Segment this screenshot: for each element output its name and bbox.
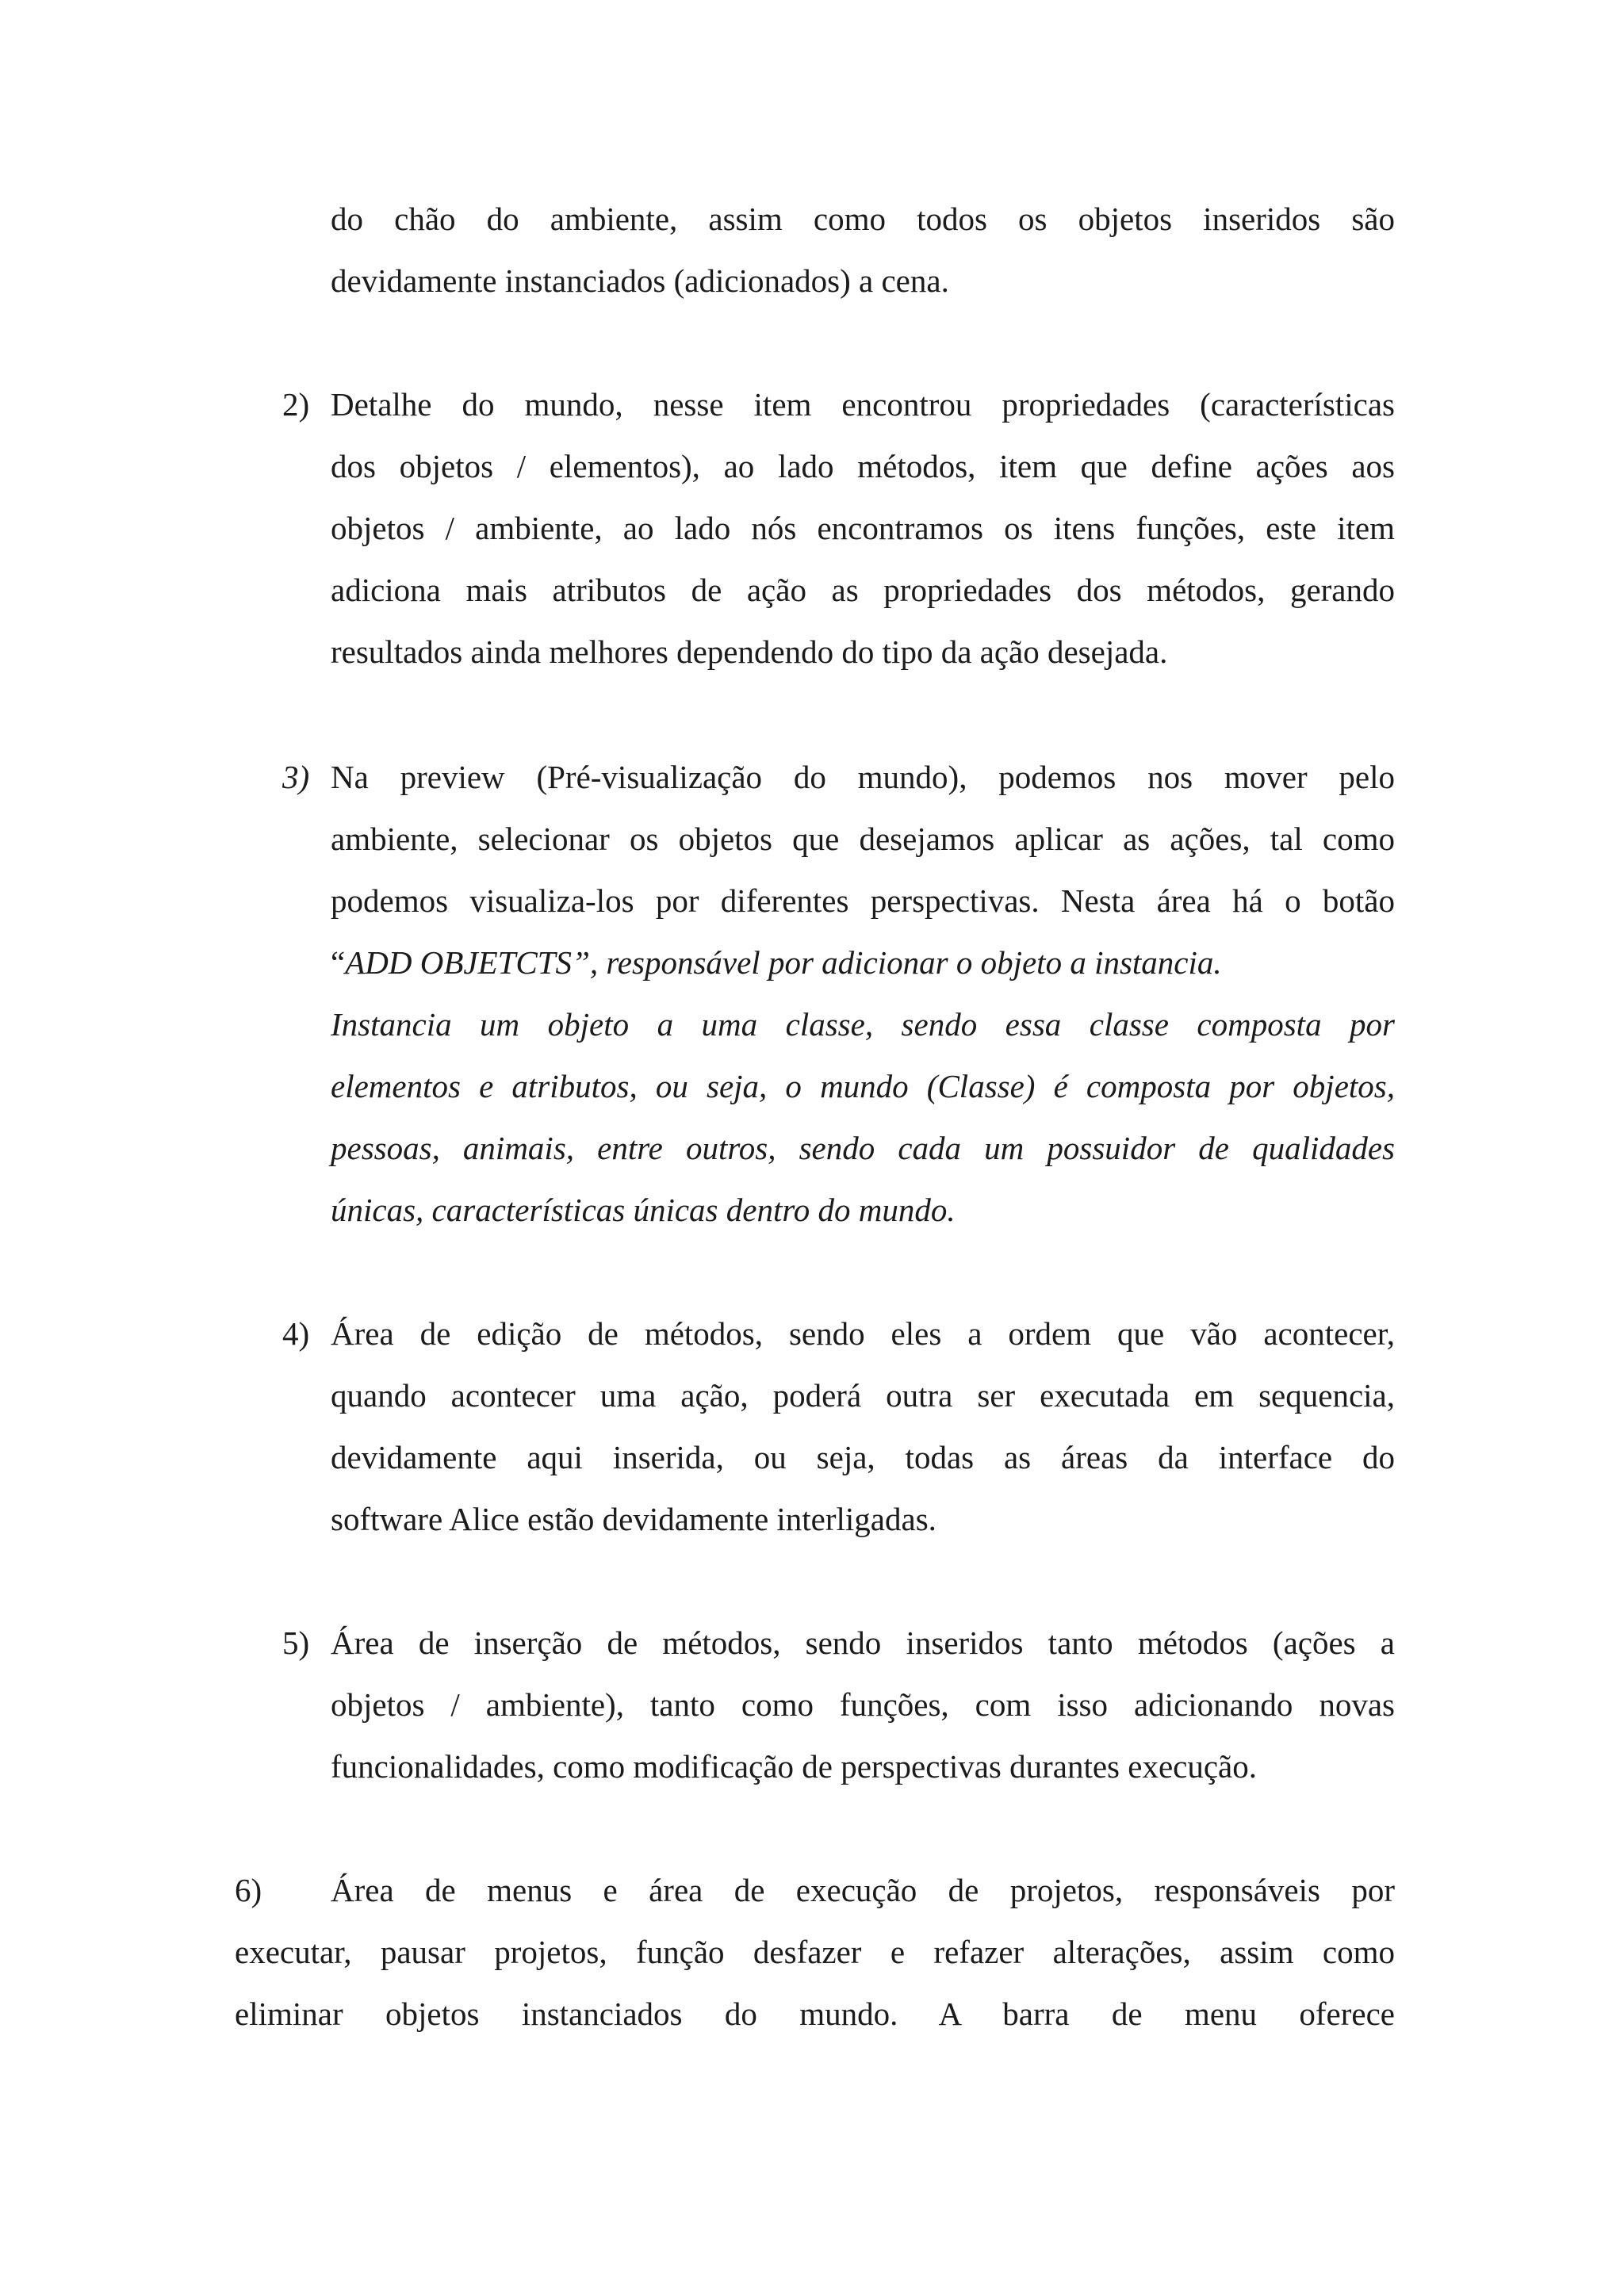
item-2-line-3: objetos / ambiente, ao lado nós encontramos os itens funções, este item [331,510,1395,546]
item-3-line-4-rest: ”, responsável por adicionar o objeto a instancia. [572,944,1222,981]
item-5-line-1: Área de inserção de métodos, sendo inseridos tanto métodos (ações a [331,1624,1395,1661]
item-3-line-4 [331,942,1395,983]
item-5-line-2: objetos / ambiente), tanto como funções, com isso adicionando novas [331,1686,1395,1723]
item-6-line-1: Área de menus e área de execução de projetos, responsáveis por [331,1872,1395,1908]
item-3-italic-line-1: Instancia um objeto a uma classe, sendo essa classe composta por [331,1006,1395,1043]
item-4-line-4: software Alice estão devidamente interligadas. [331,1501,936,1537]
item-3-line-2: ambiente, selecionar os objetos que desejamos aplicar as ações, tal como [331,821,1395,857]
item-3-italic-line-2: elementos e atributos, ou seja, o mundo (Classe) é composta por objetos, [331,1068,1395,1104]
item-6-line-2: executar, pausar projetos, função desfazer e refazer alterações, assim como [235,1934,1395,1970]
item-2-line-1: Detalhe do mundo, nesse item encontrou propriedades (características [331,386,1395,423]
item-6-number: 6) [235,1872,262,1908]
add-objects-button-name: ADD OBJETCTS [345,944,573,981]
item-5-number: 5) [282,1624,310,1661]
item-3-line-1: Na preview (Pré-visualização do mundo), podemos nos mover pelo [331,759,1395,795]
intro-line-1: do chão do ambiente, assim como todos os objetos inseridos são [331,201,1395,237]
item-3-italic-line-3: pessoas, animais, entre outros, sendo cada um possuidor de qualidades [331,1130,1395,1166]
item-2-number: 2) [282,386,310,423]
item-5-line-3: funcionalidades, como modificação de perspectivas durantes execução. [331,1748,1257,1785]
item-3-line-3: podemos visualiza-los por diferentes perspectivas. Nesta área há o botão [331,882,1395,919]
item-4-line-2: quando acontecer uma ação, poderá outra ser executada em sequencia, [331,1377,1395,1414]
item-4-line-3: devidamente aqui inserida, ou seja, todas as áreas da interface do [331,1439,1395,1475]
open-quote: “ [331,944,346,981]
item-3-number: 3) [282,759,310,795]
item-4-line-1: Área de edição de métodos, sendo eles a ordem que vão acontecer, [331,1315,1395,1352]
item-4-number: 4) [282,1315,310,1352]
item-6-line-3: eliminar objetos instanciados do mundo. A barra de menu oferece [235,1996,1395,2032]
item-2-line-4: adiciona mais atributos de ação as propriedades dos métodos, gerando [331,572,1395,608]
intro-line-2: devidamente instanciados (adicionados) a cena. [331,262,949,299]
item-2-line-2: dos objetos / elementos), ao lado métodos, item que define ações aos [331,448,1395,484]
item-3-italic-line-4: únicas, características únicas dentro do mundo. [331,1192,956,1228]
item-2-line-5: resultados ainda melhores dependendo do tipo da ação desejada. [331,633,1168,670]
